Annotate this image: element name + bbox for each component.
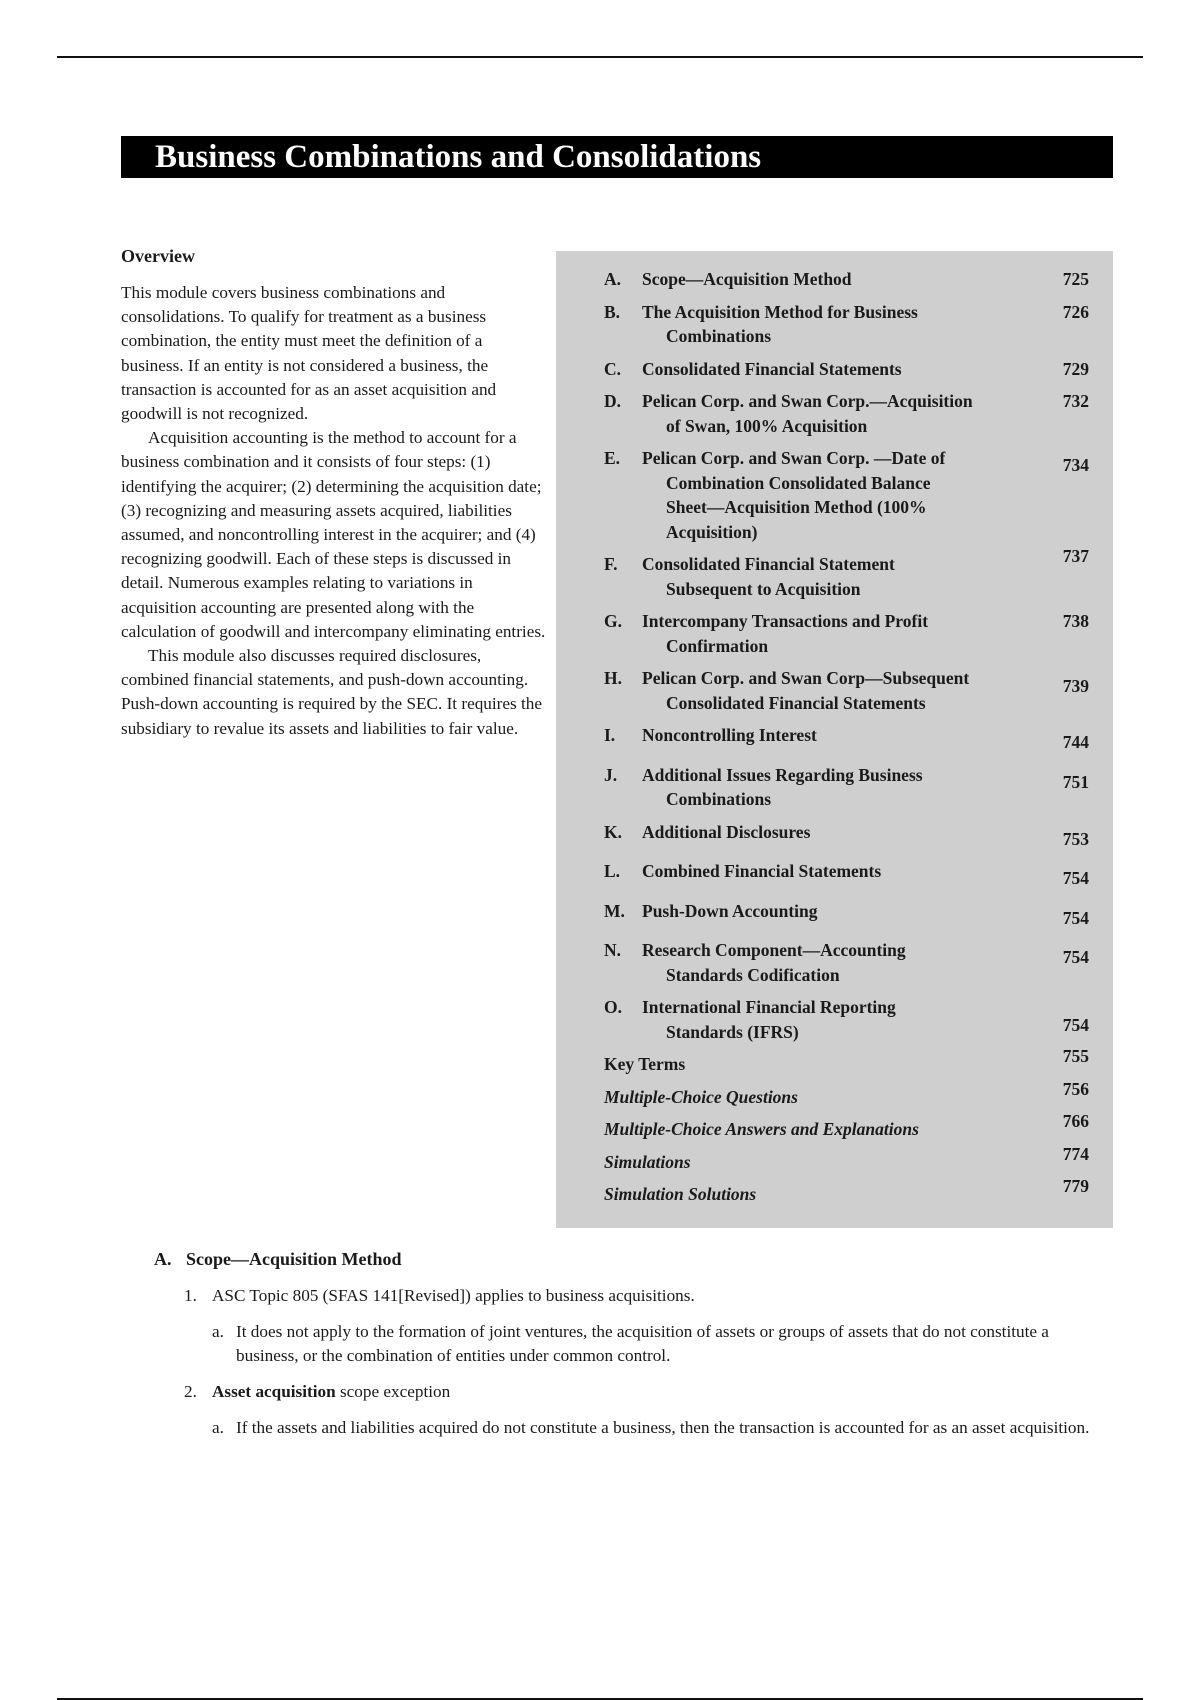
toc-entry-i[interactable]: I. Noncontrolling Interest 744 — [604, 725, 1089, 752]
section-a-item-2a: a. If the assets and liabilities acquired do not constitute a business, then the transaction is accounted for as an asset acquisition. — [212, 1418, 1090, 1437]
toc-entry-c[interactable]: C. Consolidated Financial Statements 729 — [604, 358, 1089, 379]
table-of-contents — [556, 251, 1113, 1228]
overview-paragraph-1: This module covers business combinations and consolidations. To qualify for treatment as a business combination, the entity must meet the definition of a business. If an entity is not considered a business, the transaction is accounted for as an asset acquisition and goodwill is not recognized. — [121, 283, 497, 424]
toc-entry-g[interactable]: G. Intercompany Transactions and Profit Confirmation 738 — [604, 611, 1089, 656]
toc-entry-h[interactable]: H. Pelican Corp. and Swan Corp—Subsequent Consolidated Financial Statements 739 — [604, 668, 1089, 713]
toc-entry-key-terms[interactable]: Key Terms 755 — [604, 1046, 1089, 1074]
section-a-item-1a: a. It does not apply to the formation of joint ventures, the acquisition of assets or groups of assets that do not constitute a business, or the combination of entities under common control. — [212, 1322, 1049, 1365]
overview-paragraph-2: Acquisition accounting is the method to account for a business combination and it consists of four steps: (1) identifying the acquirer; (2) determining the acquisition date; (3) recognizing and measuring assets acquired, liabilities assumed, and noncontrolling interest in the acquirer; and (4) recognizing goodwill. Each of these steps is discussed in detail. Numerous examples relating to variations in acquisition accounting are presented along with the calculation of goodwill and intercompany eliminating entries. — [121, 428, 546, 641]
section-a-item-1: 1. ASC Topic 805 (SFAS 141[Revised]) applies to business acquisitions. — [184, 1286, 695, 1305]
overview-column — [121, 244, 546, 741]
toc-entry-simulation-solutions[interactable]: Simulation Solutions 779 — [604, 1176, 1089, 1204]
overview-heading: Overview — [121, 246, 195, 266]
toc-entry-a[interactable]: A. Scope—Acquisition Method 725 — [604, 269, 1089, 289]
toc-entry-simulations[interactable]: Simulations 774 — [604, 1143, 1089, 1172]
toc-entry-o[interactable]: O. International Financial Reporting Standards (IFRS) 754 — [604, 997, 1089, 1042]
toc-entry-j[interactable]: J. Additional Issues Regarding Business Combinations 751 — [604, 764, 1089, 809]
toc-entry-l[interactable]: L. Combined Financial Statements 754 — [604, 861, 1089, 888]
toc-entry-e[interactable]: E. Pelican Corp. and Swan Corp. —Date of Combination Consolidated Balance Sheet—Acquisition Method (100% Acquisition) 734 — [604, 448, 1089, 542]
toc-entry-m[interactable]: M. Push-Down Accounting 754 — [604, 900, 1089, 928]
chapter-title: Business Combinations and Consolidations — [121, 136, 1113, 178]
toc-entry-k[interactable]: K. Additional Disclosures 753 — [604, 821, 1089, 849]
toc-entry-b[interactable]: B. The Acquisition Method for Business Combinations 726 — [604, 301, 1089, 346]
section-a — [154, 1247, 1114, 1452]
top-rule — [57, 56, 1143, 58]
toc-entry-f[interactable]: F. Consolidated Financial Statement Subsequent to Acquisition 737 — [604, 546, 1089, 599]
overview-paragraph-3: This module also discusses required disclosures, combined financial statements, and push-down accounting. Push-down accounting is required by the SEC. It requires the subsidiary to revalue its assets and liabilities to fair value. — [121, 646, 543, 738]
toc-entry-multiple-choice-answers[interactable]: Multiple-Choice Answers and Explanations 766 — [604, 1111, 1089, 1139]
toc-entry-n[interactable]: N. Research Component—Accounting Standards Codification 754 — [604, 940, 1089, 985]
toc-entry-multiple-choice-questions[interactable]: Multiple-Choice Questions 756 — [604, 1078, 1089, 1107]
toc-entry-d[interactable]: D. Pelican Corp. and Swan Corp.—Acquisition of Swan, 100% Acquisition 732 — [604, 391, 1089, 436]
section-a-heading: A. Scope—Acquisition Method — [154, 1249, 402, 1269]
section-a-item-2: 2. Asset acquisition scope exception — [184, 1382, 451, 1401]
